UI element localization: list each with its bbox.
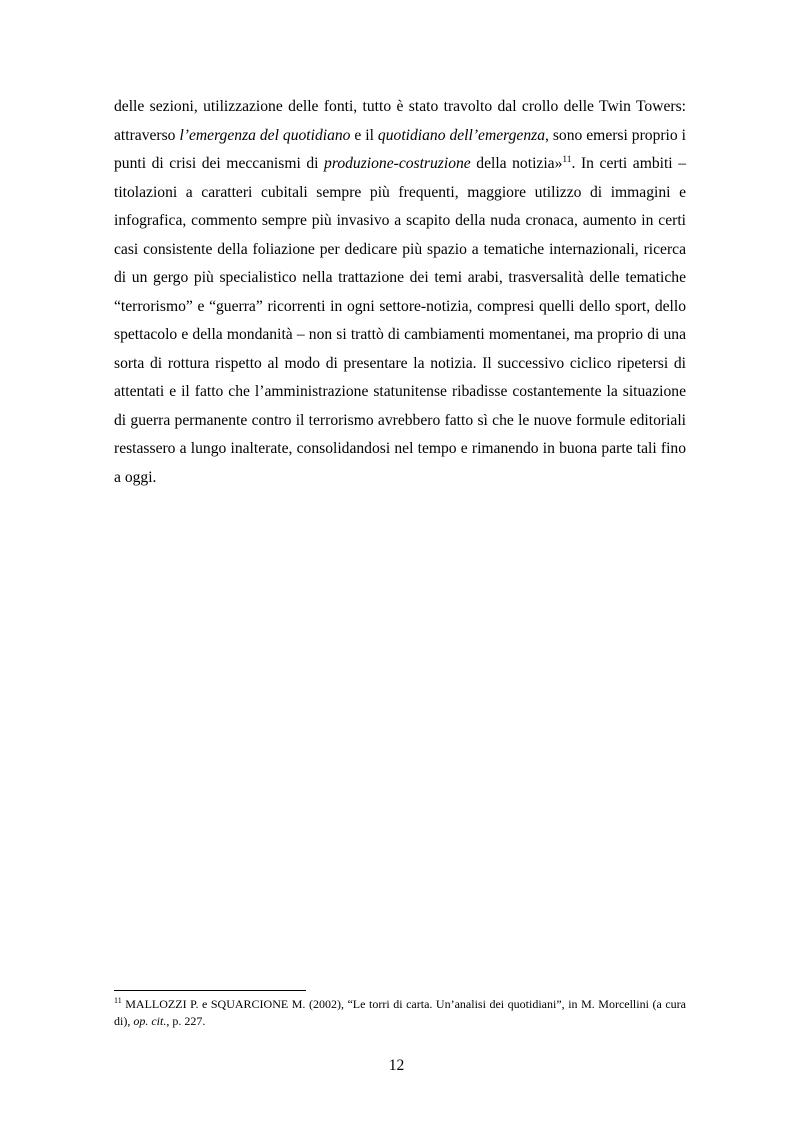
footnote [114, 996, 686, 1029]
paragraph-text-5: . In certi ambiti – titolazioni a caratteri cubitali sempre più frequenti, maggiore utilizzo di immagini e infografica, commento sempre più invasivo a scapito della nuda cronaca, aumento in certi casi consistente della foliazione per dedicare più spazio a tematiche internazionali, ricerca di un gergo più specialistico nella trattazione dei temi arabi, trasversalità delle tematiche “terrorismo” e “guerra” ricorrenti in ogni settore-notizia, compresi quelli dello sport, dello spettacolo e della mondanità – non si trattò di cambiamenti momentanei, ma proprio di una sorta di rottura rispetto al modo di presentare la notizia. Il successivo ciclico ripetersi di attentati e il fatto che l’amministrazione statunitense ribadisse costantemente la situazione di guerra permanente contro il terrorismo avrebbero fatto sì che le nuove formule editoriali restassero a lungo inalterate, consolidandosi nel tempo e rimanendo in buona parte tali fino a oggi. [114, 155, 686, 486]
paragraph-italic-produzione-costruzione: produzione-costruzione [324, 155, 471, 172]
paragraph-text-3: , sono emersi proprio i punti di crisi dei meccanismi di [114, 126, 686, 172]
page-number: 12 [388, 1057, 405, 1074]
paragraph-text-2: e il [350, 126, 378, 144]
paragraph-text-1: delle sezioni, utilizzazione delle fonti, tutto è stato travolto dal crollo delle Twin Towers: attraverso [114, 98, 686, 144]
paragraph-italic-quotidiano-dell-emergenza: quotidiano dell’emergenza [377, 126, 545, 144]
footnote-number: 11 [114, 996, 122, 1005]
paragraph-text-4: della notizia» [470, 155, 563, 172]
footnote-text-2: , p. 227. [166, 1013, 206, 1028]
footnote-reference[interactable]: 11 [562, 154, 572, 165]
footnote-italic-op-cit: op. cit. [133, 1013, 167, 1028]
footnote-text-1: MALLOZZI P. e SQUARCIONE M. (2002), “Le torri di carta. Un’analisi dei quotidiani”, in M. Morcellini (a cura di), [114, 997, 686, 1028]
paragraph-italic-emergenza-del-quotidiano: l’emergenza del quotidiano [179, 126, 351, 144]
body-paragraph [114, 93, 686, 492]
footnote-separator [114, 990, 306, 991]
